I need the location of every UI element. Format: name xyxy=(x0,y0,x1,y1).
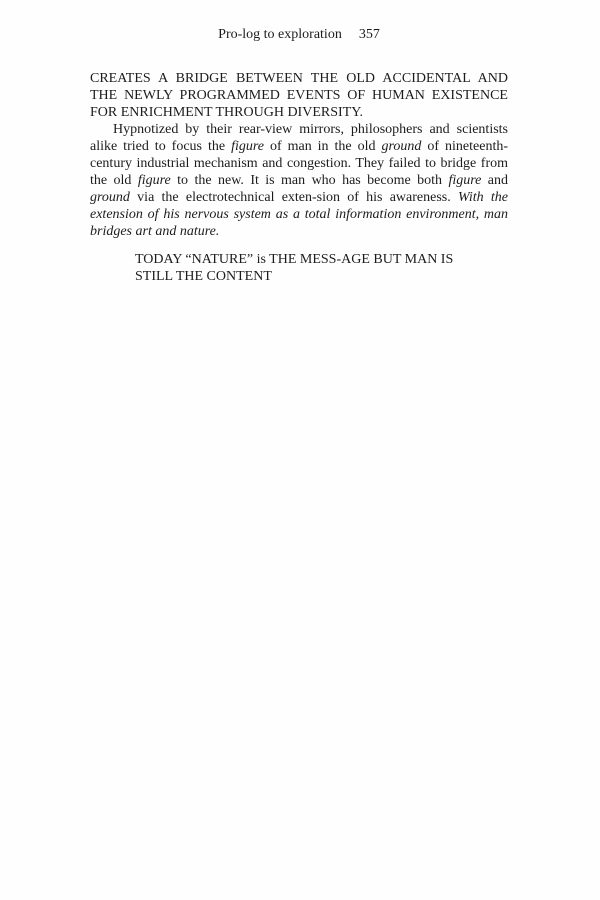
text-line: bridges art and nature. xyxy=(90,224,220,239)
text-line: extension of his nervous system as a total information environment, man xyxy=(90,207,508,222)
text-line: the old figure to the new. It is man who has become both figure and xyxy=(90,173,508,188)
page-number: 357 xyxy=(358,27,380,42)
body-paragraph xyxy=(90,121,508,240)
text-line: alike tried to focus the figure of man in the old ground of nineteenth- xyxy=(90,139,509,154)
text-block xyxy=(90,70,508,285)
text-line: FOR ENRICHMENT THROUGH DIVERSITY. xyxy=(90,105,364,120)
text-line: STILL THE CONTENT xyxy=(135,269,272,284)
text-line: CREATES A BRIDGE BETWEEN THE OLD ACCIDENTAL AND xyxy=(90,71,508,86)
text-line: century industrial mechanism and congestion. They failed to bridge from xyxy=(90,156,508,171)
text-line: TODAY “NATURE” is THE MESS-AGE BUT MAN IS xyxy=(135,252,454,267)
text-line: Hypnotized by their rear-view mirrors, philosophers and scientists xyxy=(113,122,508,137)
text-line: ground via the electrotechnical exten-sion of his awareness. With the xyxy=(90,190,508,205)
text-line: THE NEWLY PROGRAMMED EVENTS OF HUMAN EXISTENCE xyxy=(90,88,508,103)
running-title: Pro-log to exploration xyxy=(218,27,342,42)
quote-block xyxy=(90,251,508,285)
running-header xyxy=(90,27,508,43)
caps-paragraph xyxy=(90,70,508,121)
